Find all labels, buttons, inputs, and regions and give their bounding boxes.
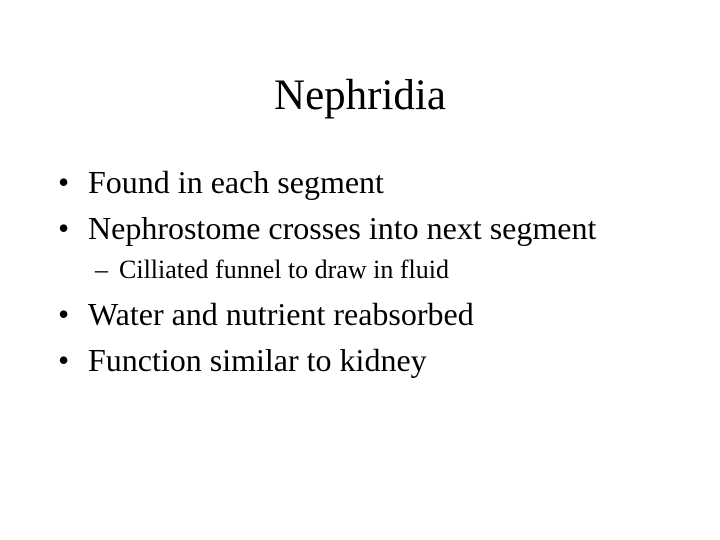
bullet-text: Function similar to kidney — [88, 342, 427, 378]
bullet-text: Found in each segment — [88, 164, 384, 200]
bullet-marker: • — [58, 342, 70, 378]
bullet-marker: • — [58, 296, 70, 332]
slide-title: Nephridia — [274, 72, 446, 119]
sub-bullet-marker: – — [95, 255, 108, 284]
bullet-text: Water and nutrient reabsorbed — [88, 296, 474, 332]
bullet-marker: • — [58, 210, 70, 246]
sub-bullet-text: Cilliated funnel to draw in fluid — [119, 255, 449, 284]
bullet-marker: • — [58, 164, 70, 200]
bullet-text: Nephrostome crosses into next segment — [88, 210, 597, 246]
